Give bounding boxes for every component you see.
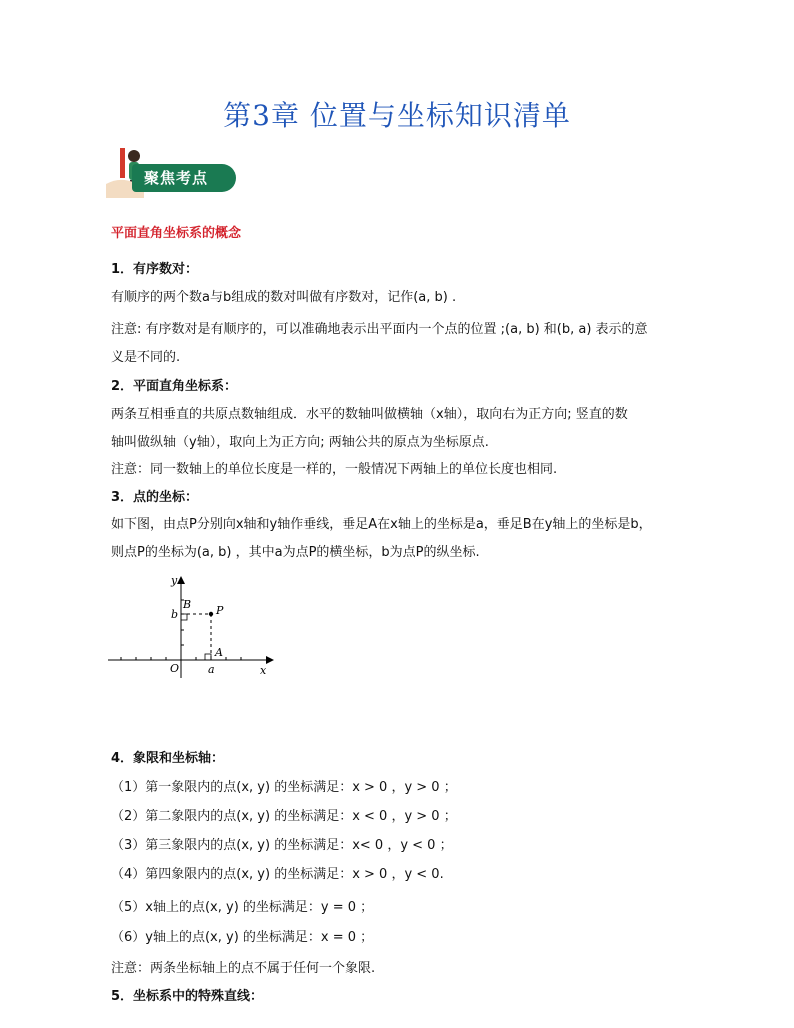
badge-label: 聚焦考点 — [144, 169, 209, 187]
focus-badge — [100, 142, 240, 202]
coordinate-diagram — [108, 572, 278, 682]
x-axis-label: x — [260, 664, 267, 677]
tick-b-label: b — [171, 608, 179, 621]
quadrant-3-rule: （3）第三象限内的点(x, y) 的坐标满足：x< 0 ，y < 0 ； — [111, 838, 453, 853]
paragraph-point-coordinates-1: 如下图，由点P分别向x轴和y轴作垂线，垂足A在x轴上的坐标是a，垂足B在y轴上的坐标是b， — [111, 517, 652, 532]
heading-coordinate-system: 2．平面直角坐标系： — [111, 379, 238, 394]
y-axis-rule: （6）y轴上的点(x, y) 的坐标满足：x = 0 ； — [111, 930, 374, 945]
page-title: 第3章 位置与坐标知识清单 — [223, 99, 571, 132]
x-axis-rule: （5）x轴上的点(x, y) 的坐标满足：y = 0 ； — [111, 900, 374, 915]
heading-ordered-pair: 1．有序数对： — [111, 262, 199, 277]
paragraph-ordered-pair: 有顺序的两个数a与b组成的数对叫做有序数对，记作(a, b) . — [111, 290, 457, 305]
paragraph-point-coordinates-2: 则点P的坐标为(a, b) ，其中a为点P的横坐标，b为点P的纵坐标. — [111, 545, 480, 560]
section-title: 平面直角坐标系的概念 — [111, 226, 242, 241]
paragraph-coordinate-system-2: 轴叫做纵轴（y轴），取向上为正方向; 两轴公共的原点为坐标原点. — [111, 435, 489, 450]
heading-special-lines: 5．坐标系中的特殊直线： — [111, 989, 264, 1004]
note-ordered-pair: 注意: 有序数对是有顺序的，可以准确地表示出平面内一个点的位置 ;(a, b) 和(b, a) 表示的意 — [111, 322, 648, 337]
note-ordered-pair-cont: 义是不同的. — [111, 350, 181, 365]
note-coordinate-system: 注意：同一数轴上的单位长度是一样的，一般情况下两轴上的单位长度也相同. — [111, 462, 558, 477]
quadrant-4-rule: （4）第四象限内的点(x, y) 的坐标满足：x > 0 ，y < 0. — [111, 867, 444, 882]
origin-label: O — [170, 662, 180, 675]
quadrant-1-rule: （1）第一象限内的点(x, y) 的坐标满足：x > 0 ，y > 0 ； — [111, 780, 457, 795]
heading-quadrants: 4．象限和坐标轴： — [111, 751, 225, 766]
quadrant-2-rule: （2）第二象限内的点(x, y) 的坐标满足：x < 0 ，y > 0 ； — [111, 809, 457, 824]
tick-a-label: a — [208, 663, 215, 676]
point-a-label: A — [215, 646, 223, 659]
note-quadrants: 注意：两条坐标轴上的点不属于任何一个象限. — [111, 961, 376, 976]
point-p-label: P — [216, 604, 224, 617]
y-axis-label: y — [171, 574, 178, 587]
heading-point-coordinates: 3．点的坐标： — [111, 490, 199, 505]
point-b-label: B — [183, 598, 192, 611]
paragraph-coordinate-system-1: 两条互相垂直的共原点数轴组成．水平的数轴叫做横轴（x轴），取向右为正方向; 竖直的数 — [111, 407, 628, 422]
